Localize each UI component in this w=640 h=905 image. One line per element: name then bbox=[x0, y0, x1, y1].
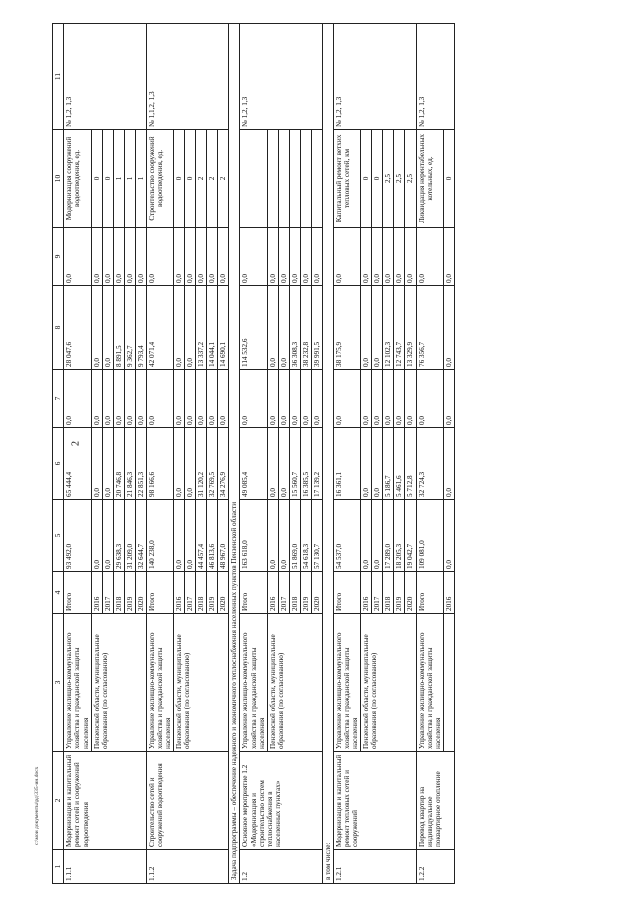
section-text: в том числе: bbox=[322, 24, 333, 884]
value-cell: 0,0 bbox=[383, 370, 394, 428]
value-cell: 21 846,3 bbox=[124, 428, 135, 500]
year-cell: 2016 bbox=[174, 572, 185, 614]
value-cell: 65 444,4 bbox=[64, 428, 91, 500]
value-cell: 0,0 bbox=[102, 370, 113, 428]
value-cell: 5 461,6 bbox=[394, 428, 405, 500]
value-cell: 51 869,0 bbox=[289, 500, 300, 572]
header-cell: 11 bbox=[53, 24, 64, 130]
indicator-value: 2 bbox=[196, 130, 207, 228]
indicator-value: 2,5 bbox=[383, 130, 394, 228]
value-cell: 0,0 bbox=[405, 370, 416, 428]
value-cell: 0,0 bbox=[361, 370, 372, 428]
partners bbox=[443, 614, 454, 752]
item-name: Модернизация и капитальный ремонт тепловых сетей и сооружений bbox=[334, 752, 417, 850]
indicator-value: 2 bbox=[218, 130, 229, 228]
value-cell: 0,0 bbox=[300, 370, 311, 428]
value-cell: 0,0 bbox=[416, 228, 443, 286]
value-cell: 0,0 bbox=[113, 370, 124, 428]
year-cell: 2019 bbox=[300, 572, 311, 614]
value-cell: 36 308,3 bbox=[289, 286, 300, 370]
value-cell: 0,0 bbox=[443, 428, 454, 500]
value-cell: 0,0 bbox=[394, 370, 405, 428]
value-cell: 32 644,7 bbox=[135, 500, 146, 572]
value-cell: 0,0 bbox=[135, 228, 146, 286]
value-cell: 0,0 bbox=[207, 228, 218, 286]
year-cell: 2020 bbox=[135, 572, 146, 614]
value-cell: 0,0 bbox=[278, 500, 289, 572]
indicator-value: 1 bbox=[135, 130, 146, 228]
year-cell: 2020 bbox=[311, 572, 322, 614]
value-cell: 76 356,7 bbox=[416, 286, 443, 370]
value-cell: 0,0 bbox=[185, 286, 196, 370]
rotated-table-wrapper bbox=[52, 24, 608, 884]
indicator-value: 0 bbox=[372, 130, 383, 228]
value-cell: 44 457,4 bbox=[196, 500, 207, 572]
year-cell: 2017 bbox=[372, 572, 383, 614]
value-cell: 16 361,1 bbox=[334, 428, 361, 500]
value-cell: 0,0 bbox=[405, 228, 416, 286]
indicator-value: 2 bbox=[207, 130, 218, 228]
value-cell: 0,0 bbox=[372, 228, 383, 286]
value-cell: 0,0 bbox=[278, 428, 289, 500]
value-cell: 12 743,7 bbox=[394, 286, 405, 370]
value-cell: 22 851,3 bbox=[135, 428, 146, 500]
value-cell: 0,0 bbox=[267, 286, 278, 370]
year-cell: 2018 bbox=[289, 572, 300, 614]
value-cell: 0,0 bbox=[174, 428, 185, 500]
item-number: 1.1.2 bbox=[146, 850, 229, 884]
section-row bbox=[322, 24, 333, 884]
value-cell: 0,0 bbox=[185, 500, 196, 572]
value-cell: 0,0 bbox=[174, 228, 185, 286]
value-cell: 0,0 bbox=[196, 228, 207, 286]
value-cell: 31 209,0 bbox=[124, 500, 135, 572]
year-cell: 2016 bbox=[91, 572, 102, 614]
value-cell: 0,0 bbox=[174, 370, 185, 428]
value-cell: 13 337,2 bbox=[196, 286, 207, 370]
year-cell: 2020 bbox=[405, 572, 416, 614]
value-cell: 0,0 bbox=[443, 228, 454, 286]
value-cell: 0,0 bbox=[146, 228, 173, 286]
header-cell: 4 bbox=[53, 572, 64, 614]
indicator-value: 0 bbox=[185, 130, 196, 228]
value-cell: 32 769,5 bbox=[207, 428, 218, 500]
value-cell: 0,0 bbox=[383, 228, 394, 286]
value-cell: 0,0 bbox=[334, 370, 361, 428]
value-cell: 0,0 bbox=[372, 370, 383, 428]
value-cell: 0,0 bbox=[64, 228, 91, 286]
indicator-value: 0 bbox=[443, 130, 454, 228]
executor: Управление жилищно-коммунального хозяйства и гражданской защиты населения bbox=[416, 614, 443, 752]
value-cell: 0,0 bbox=[218, 228, 229, 286]
value-cell: 54 537,0 bbox=[334, 500, 361, 572]
value-cell: 48 967,0 bbox=[218, 500, 229, 572]
value-cell: 0,0 bbox=[102, 500, 113, 572]
value-cell: 109 081,0 bbox=[416, 500, 443, 572]
table-row bbox=[334, 24, 361, 884]
table-row bbox=[146, 24, 173, 884]
indicator-value: 1 bbox=[124, 130, 135, 228]
header-cell: 3 bbox=[53, 614, 64, 752]
reference: № 1,2, 1,3 bbox=[64, 24, 147, 130]
value-cell: 5 186,7 bbox=[383, 428, 394, 500]
year-cell: 2016 bbox=[443, 572, 454, 614]
value-cell: 0,0 bbox=[311, 370, 322, 428]
value-cell: 5 712,8 bbox=[405, 428, 416, 500]
year-cell: 2017 bbox=[102, 572, 113, 614]
value-cell: 49 085,4 bbox=[240, 428, 267, 500]
value-cell: 38 175,9 bbox=[334, 286, 361, 370]
value-cell: 8 891,5 bbox=[113, 286, 124, 370]
value-cell: 0,0 bbox=[361, 428, 372, 500]
reference: № 1,2, 1,3 bbox=[334, 24, 417, 130]
value-cell: 0,0 bbox=[218, 370, 229, 428]
value-cell: 20 746,8 bbox=[113, 428, 124, 500]
value-cell: 163 618,0 bbox=[240, 500, 267, 572]
value-cell: 0,0 bbox=[372, 500, 383, 572]
value-cell: 19 042,7 bbox=[405, 500, 416, 572]
year-cell: 2019 bbox=[207, 572, 218, 614]
executor: Управление жилищно-коммунального хозяйства и гражданской защиты населения bbox=[146, 614, 173, 752]
item-number: 1.2.1 bbox=[334, 850, 417, 884]
value-cell: 0,0 bbox=[185, 370, 196, 428]
year-cell: 2018 bbox=[113, 572, 124, 614]
header-cell: 9 bbox=[53, 228, 64, 286]
year-cell: 2020 bbox=[218, 572, 229, 614]
indicator-value bbox=[300, 130, 311, 228]
table-row bbox=[64, 24, 91, 884]
value-cell: 17 139,2 bbox=[311, 428, 322, 500]
page-number: 2 bbox=[70, 441, 82, 446]
item-name: Модернизация и капитальный ремонт сетей и сооружений водоотведения bbox=[64, 752, 147, 850]
value-cell: 93 492,0 bbox=[64, 500, 91, 572]
indicator-value bbox=[278, 130, 289, 228]
indicator-value: 0 bbox=[102, 130, 113, 228]
value-cell: 16 385,5 bbox=[300, 428, 311, 500]
header-cell: 1 bbox=[53, 850, 64, 884]
table-row bbox=[240, 24, 267, 884]
header-cell: 2 bbox=[53, 752, 64, 850]
value-cell: 0,0 bbox=[135, 370, 146, 428]
year-cell: Итого bbox=[64, 572, 91, 614]
value-cell: 0,0 bbox=[91, 500, 102, 572]
value-cell: 17 289,0 bbox=[383, 500, 394, 572]
value-cell: 38 232,8 bbox=[300, 286, 311, 370]
value-cell: 114 532,6 bbox=[240, 286, 267, 370]
item-name: Основное мероприятие 1.2 «Модернизация и строительство систем теплоснабжения в населенных пунктах» bbox=[240, 752, 323, 850]
year-cell: Итого bbox=[334, 572, 361, 614]
year-cell: 2017 bbox=[278, 572, 289, 614]
value-cell: 14 044,1 bbox=[207, 286, 218, 370]
value-cell: 0,0 bbox=[372, 286, 383, 370]
value-cell: 0,0 bbox=[207, 370, 218, 428]
value-cell: 0,0 bbox=[443, 370, 454, 428]
value-cell: 32 724,3 bbox=[416, 428, 443, 500]
file-path-footer: c:\мои документы\рд\335-ин.docx bbox=[34, 766, 40, 845]
indicator-value: 1 bbox=[113, 130, 124, 228]
header-row bbox=[53, 24, 64, 884]
value-cell: 0,0 bbox=[278, 228, 289, 286]
reference: № 1,2, 1,3 bbox=[416, 24, 454, 130]
value-cell: 0,0 bbox=[267, 370, 278, 428]
value-cell: 28 047,6 bbox=[64, 286, 91, 370]
executor: Управление жилищно-коммунального хозяйства и гражданской защиты населения bbox=[334, 614, 361, 752]
item-name: Перевод квартир на индивидуальное поквартирное отопление bbox=[416, 752, 454, 850]
indicator: Строительство сооружений водоотведения, ед. bbox=[146, 130, 173, 228]
value-cell: 0,0 bbox=[196, 370, 207, 428]
executor: Управление жилищно-коммунального хозяйства и гражданской защиты населения bbox=[64, 614, 91, 752]
reference: № 1,2, 1,3 bbox=[240, 24, 323, 130]
partners: Пензенской области, муниципальные образования (по согласованию) bbox=[361, 614, 416, 752]
year-cell: 2019 bbox=[124, 572, 135, 614]
value-cell: 0,0 bbox=[289, 228, 300, 286]
indicator-value: 0 bbox=[361, 130, 372, 228]
partners: Пензенской области, муниципальные образования (по согласованию) bbox=[267, 614, 322, 752]
value-cell: 0,0 bbox=[372, 428, 383, 500]
value-cell: 0,0 bbox=[113, 228, 124, 286]
value-cell: 0,0 bbox=[267, 228, 278, 286]
partners: Пензенской области, муниципальные образования (по согласованию) bbox=[174, 614, 229, 752]
value-cell: 0,0 bbox=[240, 228, 267, 286]
value-cell: 0,0 bbox=[300, 228, 311, 286]
value-cell: 0,0 bbox=[334, 228, 361, 286]
value-cell: 0,0 bbox=[91, 286, 102, 370]
value-cell: 0,0 bbox=[267, 500, 278, 572]
header-cell: 6 bbox=[53, 428, 64, 500]
value-cell: 0,0 bbox=[311, 228, 322, 286]
value-cell: 31 120,2 bbox=[196, 428, 207, 500]
value-cell: 0,0 bbox=[124, 228, 135, 286]
indicator-value: 0 bbox=[174, 130, 185, 228]
value-cell: 0,0 bbox=[91, 370, 102, 428]
value-cell: 34 276,9 bbox=[218, 428, 229, 500]
value-cell: 54 618,3 bbox=[300, 500, 311, 572]
value-cell: 9 793,4 bbox=[135, 286, 146, 370]
value-cell: 0,0 bbox=[174, 286, 185, 370]
value-cell: 12 102,3 bbox=[383, 286, 394, 370]
indicator: Ликвидация нерентабельных котельных, ед. bbox=[416, 130, 443, 228]
indicator: Модернизация сооружений водоотведения, ед. bbox=[64, 130, 91, 228]
value-cell: 0,0 bbox=[394, 228, 405, 286]
value-cell: 18 205,3 bbox=[394, 500, 405, 572]
value-cell: 0,0 bbox=[185, 228, 196, 286]
item-number: 1.2.2 bbox=[416, 850, 454, 884]
value-cell: 14 690,1 bbox=[218, 286, 229, 370]
value-cell: 0,0 bbox=[443, 286, 454, 370]
year-cell: 2016 bbox=[361, 572, 372, 614]
value-cell: 0,0 bbox=[289, 370, 300, 428]
value-cell: 15 560,7 bbox=[289, 428, 300, 500]
value-cell: 98 166,6 bbox=[146, 428, 173, 500]
indicator-value: 0 bbox=[91, 130, 102, 228]
value-cell: 0,0 bbox=[278, 286, 289, 370]
value-cell: 140 238,0 bbox=[146, 500, 173, 572]
value-cell: 0,0 bbox=[102, 286, 113, 370]
table-row bbox=[416, 24, 443, 884]
item-number: 1.1.1 bbox=[64, 850, 147, 884]
value-cell: 0,0 bbox=[278, 370, 289, 428]
indicator-value bbox=[240, 130, 267, 228]
value-cell: 0,0 bbox=[443, 500, 454, 572]
indicator-value: 2,5 bbox=[394, 130, 405, 228]
value-cell: 0,0 bbox=[416, 370, 443, 428]
value-cell: 0,0 bbox=[64, 370, 91, 428]
header-cell: 5 bbox=[53, 500, 64, 572]
value-cell: 0,0 bbox=[361, 228, 372, 286]
value-cell: 0,0 bbox=[124, 370, 135, 428]
item-number: 1.2 bbox=[240, 850, 323, 884]
indicator-value bbox=[289, 130, 300, 228]
value-cell: 9 362,7 bbox=[124, 286, 135, 370]
indicator-value: 2,5 bbox=[405, 130, 416, 228]
year-cell: 2016 bbox=[267, 572, 278, 614]
value-cell: 0,0 bbox=[102, 228, 113, 286]
year-cell: Итого bbox=[416, 572, 443, 614]
value-cell: 0,0 bbox=[91, 428, 102, 500]
partners: Пензенской области, муниципальные образования (по согласованию) bbox=[91, 614, 146, 752]
value-cell: 39 991,5 bbox=[311, 286, 322, 370]
value-cell: 0,0 bbox=[267, 428, 278, 500]
year-cell: 2019 bbox=[394, 572, 405, 614]
value-cell: 46 813,6 bbox=[207, 500, 218, 572]
header-cell: 10 bbox=[53, 130, 64, 228]
value-cell: 29 638,3 bbox=[113, 500, 124, 572]
value-cell: 13 329,9 bbox=[405, 286, 416, 370]
program-table bbox=[52, 23, 455, 884]
header-cell: 8 bbox=[53, 286, 64, 370]
value-cell: 0,0 bbox=[185, 428, 196, 500]
value-cell: 57 130,7 bbox=[311, 500, 322, 572]
value-cell: 42 071,4 bbox=[146, 286, 173, 370]
section-row bbox=[229, 24, 240, 884]
indicator-value bbox=[311, 130, 322, 228]
reference: № 1,1,2, 1,3 bbox=[146, 24, 229, 130]
indicator: Капитальный ремонт ветхих тепловых сетей, км bbox=[334, 130, 361, 228]
section-text: Задача подпрограммы – обеспечение надежного и экономичного теплоснабжения населенных пунктов Пензенской области bbox=[229, 24, 240, 884]
value-cell: 0,0 bbox=[91, 228, 102, 286]
year-cell: Итого bbox=[146, 572, 173, 614]
year-cell: 2017 bbox=[185, 572, 196, 614]
year-cell: 2018 bbox=[196, 572, 207, 614]
item-name: Строительство сетей и сооружений водоотведения bbox=[146, 752, 229, 850]
value-cell: 0,0 bbox=[174, 500, 185, 572]
executor: Управление жилищно-коммунального хозяйства и гражданской защиты населения bbox=[240, 614, 267, 752]
value-cell: 0,0 bbox=[146, 370, 173, 428]
header-cell: 7 bbox=[53, 370, 64, 428]
year-cell: Итого bbox=[240, 572, 267, 614]
value-cell: 0,0 bbox=[361, 500, 372, 572]
value-cell: 0,0 bbox=[240, 370, 267, 428]
value-cell: 0,0 bbox=[102, 428, 113, 500]
indicator-value bbox=[267, 130, 278, 228]
value-cell: 0,0 bbox=[361, 286, 372, 370]
year-cell: 2018 bbox=[383, 572, 394, 614]
